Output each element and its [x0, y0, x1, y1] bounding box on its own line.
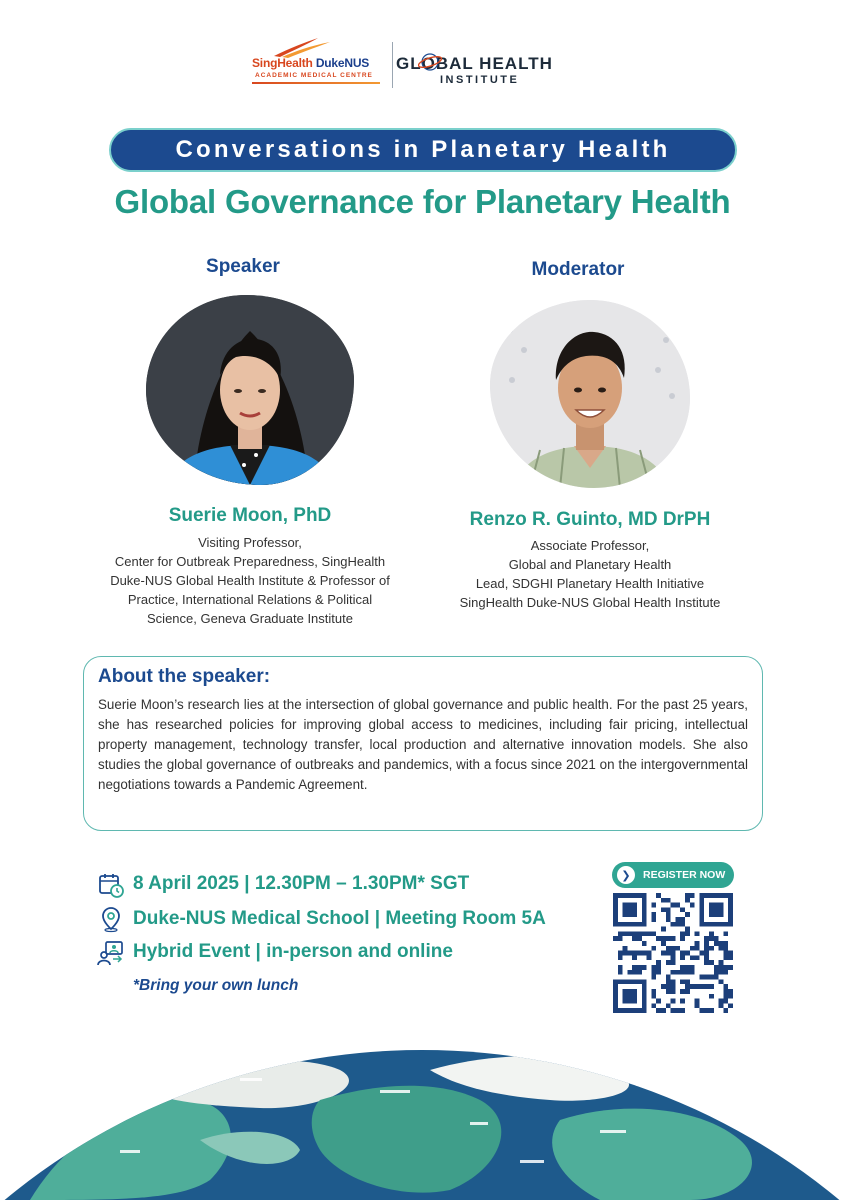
speaker-photo [146, 295, 354, 485]
register-now-button[interactable] [612, 862, 734, 888]
moderator-bio-line: SingHealth Duke-NUS Global Health Institute [459, 595, 721, 610]
logo-underline [252, 82, 380, 84]
speaker-bio-line: Duke-NUS Global Health Institute & Professor of [110, 573, 390, 588]
moderator-bio-line: Lead, SDGHI Planetary Health Initiative [475, 576, 705, 591]
speaker-bio-line: Science, Geneva Graduate Institute [147, 611, 353, 626]
qr-code-icon[interactable] [613, 893, 733, 1013]
about-speaker-heading: About the speaker: [98, 666, 271, 687]
globe-illustration [0, 1030, 845, 1200]
speaker-bio-line: Practice, International Relations & Political [127, 592, 373, 607]
about-speaker-box [83, 656, 763, 831]
calendar-clock-icon [97, 871, 125, 899]
event-location: Duke-NUS Medical School | Meeting Room 5A [133, 908, 546, 929]
about-speaker-text: Suerie Moon’s research lies at the intersection of global governance and public health. For the past 25 years, she has researched policies for improving global access to medicines, including fair pricing, intellectual property management, technology transfer, local production and alternative innovation models. She also studies the global governance of outbreaks and pandemics, with a focus since 2021 on the intergovernmental negotiations towards a Pandemic Agreement. [98, 697, 748, 792]
speaker-heading: Speaker [206, 256, 280, 277]
moderator-bio-line: Global and Planetary Health [508, 557, 672, 572]
speaker-bio-line: Visiting Professor, [198, 535, 302, 550]
speaker-bio-line: Center for Outbreak Preparedness, SingHealth [114, 554, 386, 569]
chevron-right-icon: ❯ [617, 866, 635, 884]
location-pin-icon [97, 905, 125, 933]
singhealth-wordmark: SingHealth [252, 56, 313, 70]
singhealth-dukenus-logo [252, 36, 387, 92]
hybrid-event-icon [97, 939, 125, 967]
speaker-name: Suerie Moon, PhD [168, 505, 332, 526]
academic-medical-centre-label: ACADEMIC MEDICAL CENTRE [255, 72, 373, 79]
moderator-bio-line: Associate Professor, [530, 538, 650, 553]
event-datetime: 8 April 2025 | 12.30PM – 1.30PM* SGT [133, 873, 470, 894]
moderator-name: Renzo R. Guinto, MD DrPH [469, 509, 711, 530]
lunch-note: *Bring your own lunch [133, 977, 299, 994]
series-banner: Conversations in Planetary Health [109, 128, 737, 172]
dukenus-wordmark: DukeNUS [315, 56, 370, 70]
ghi-wordmark-line2: INSTITUTE [440, 74, 520, 86]
global-health-institute-logo [396, 50, 556, 90]
ghi-wordmark-line1: GLOBAL HEALTH [396, 54, 553, 73]
event-format: Hybrid Event | in-person and online [133, 941, 453, 962]
speaker-portrait-illustration [146, 295, 354, 485]
singhealth-swoosh-icon [272, 36, 332, 58]
register-now-label: REGISTER NOW [643, 869, 726, 881]
ghi-globe-icon [418, 51, 442, 73]
logo-divider [392, 42, 393, 88]
event-title: Global Governance for Planetary Health [114, 183, 731, 220]
moderator-bio [420, 536, 760, 612]
speaker-bio [90, 533, 410, 628]
moderator-photo [490, 300, 690, 488]
moderator-heading: Moderator [531, 259, 625, 280]
moderator-portrait-illustration [490, 300, 690, 488]
